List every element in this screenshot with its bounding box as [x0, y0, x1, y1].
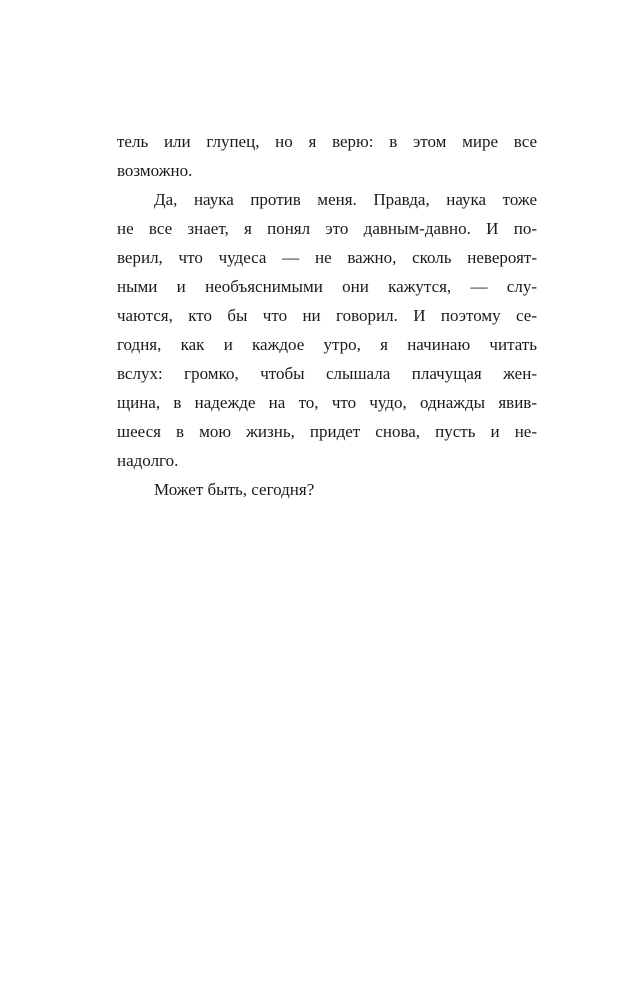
text-line: годня, как и каждое утро, я начинаю читать	[117, 335, 537, 354]
text-line: Может быть, сегодня?	[154, 480, 315, 499]
text-line: шееся в мою жизнь, придет снова, пусть и не-	[117, 422, 537, 441]
text-line: Да, наука против меня. Правда, наука тоже	[154, 190, 537, 209]
text-line: чаются, кто бы что ни говорил. И поэтому се-	[117, 306, 537, 325]
text-line: ными и необъяснимыми они кажутся, — слу-	[117, 277, 537, 296]
text-line: возможно.	[117, 161, 193, 180]
text-line: тель или глупец, но я верю: в этом мире все	[117, 132, 537, 151]
text-line: щина, в надежде на то, что чудо, однажды явив-	[117, 393, 537, 412]
text-line: вслух: громко, чтобы слышала плачущая жен-	[117, 364, 537, 383]
text-line: надолго.	[117, 451, 179, 470]
text-line: не все знает, я понял это давным-давно. И по-	[117, 219, 537, 238]
text-line: верил, что чудеса — не важно, сколь невероят-	[117, 248, 537, 267]
body-text	[117, 127, 537, 504]
